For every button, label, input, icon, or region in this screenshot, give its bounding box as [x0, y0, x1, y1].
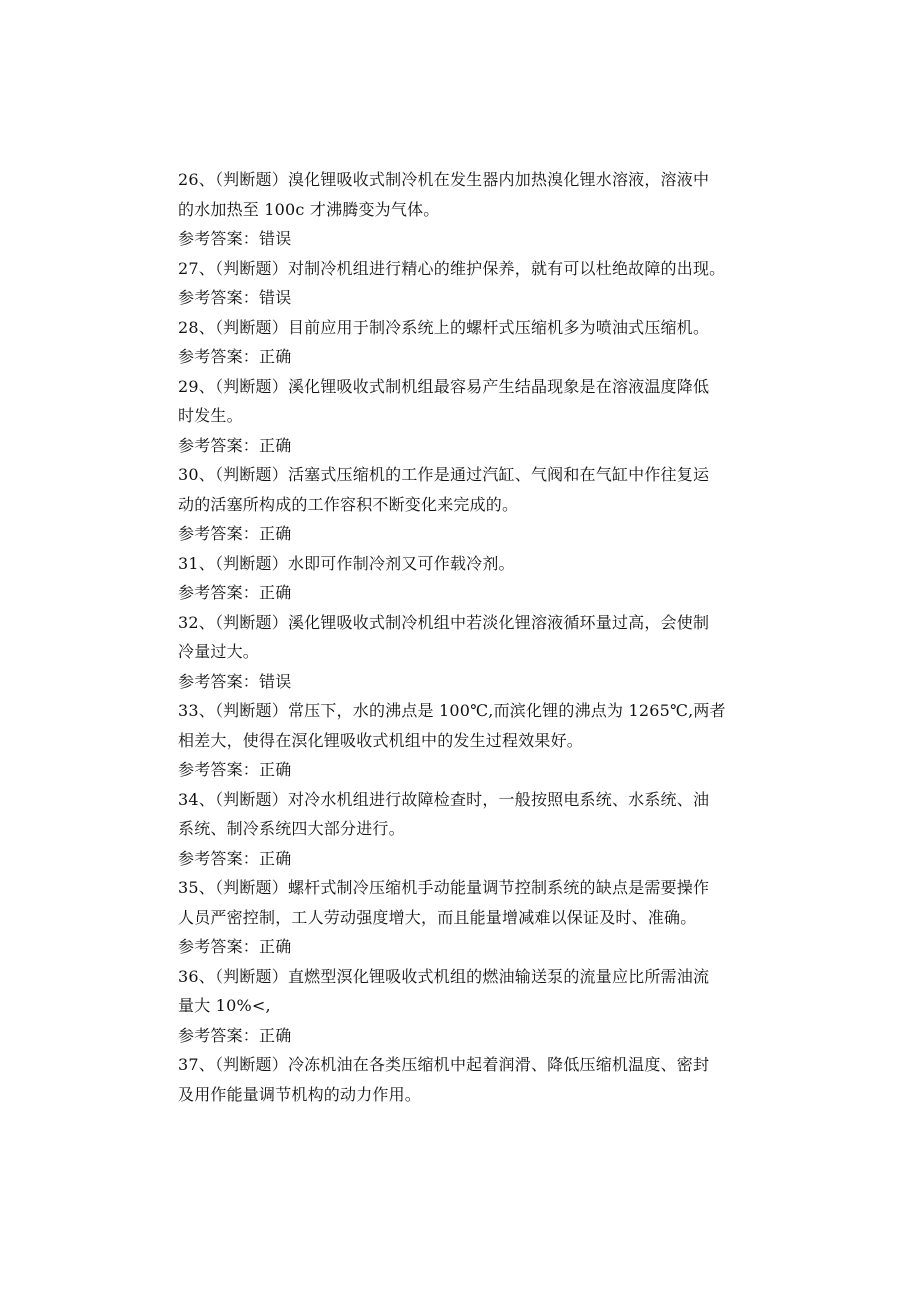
- question-list: [178, 165, 758, 1109]
- question-text-line: 动的活塞所构成的工作容积不断变化来完成的。: [178, 494, 519, 514]
- question-text-line: 33、（判断题）常压下，水的沸点是 100℃,而滨化锂的沸点为 1265℃,两者: [178, 701, 726, 720]
- reference-answer: 参考答案：正确: [178, 1025, 292, 1045]
- question-text-line: 量大 10%<,: [178, 996, 271, 1015]
- question-text-line: 32、（判断题）溪化锂吸收式制冷机组中若淡化锂溶液循环量过高，会使制: [178, 612, 710, 632]
- question-item: [178, 608, 758, 697]
- question-text-line: 时发生。: [178, 406, 243, 425]
- question-text-line: 冷量过大。: [178, 642, 260, 661]
- question-text-line: 27、（判断题）对制冷机组进行精心的维护保养，就有可以杜绝故障的出现。: [178, 258, 726, 278]
- reference-answer: 参考答案：错误: [178, 229, 292, 248]
- question-text-line: 人员严密控制，工人劳动强度增大，而且能量增减难以保证及时、准确。: [178, 907, 697, 927]
- question-text-line: 相差大，使得在溟化锂吸收式机组中的发生过程效果好。: [178, 730, 584, 750]
- question-text-line: 的水加热至 100c 才沸腾变为气体。: [178, 199, 440, 219]
- reference-answer: 参考答案：正确: [178, 760, 292, 779]
- question-item: [178, 372, 758, 461]
- question-text-line: 系统、制冷系统四大部分进行。: [178, 819, 405, 838]
- question-text-line: 及用作能量调节机构的动力作用。: [178, 1084, 422, 1104]
- question-text-line: 36、（判断题）直燃型溟化锂吸收式机组的燃油输送泵的流量应比所需油流: [178, 966, 710, 986]
- question-text-line: 37、（判断题）冷冻机油在各类压缩机中起着润滑、降低压缩机温度、密封: [178, 1055, 710, 1074]
- question-text-line: 29、（判断题）溪化锂吸收式制机组最容易产生结晶现象是在溶液温度降低: [178, 376, 710, 396]
- reference-answer: 参考答案：正确: [178, 583, 292, 602]
- question-item: [178, 696, 758, 785]
- question-item: [178, 313, 758, 372]
- question-text-line: 26、（判断题）溴化锂吸收式制冷机在发生器内加热溴化锂水溶液，溶液中: [178, 170, 710, 189]
- reference-answer: 参考答案：错误: [178, 671, 292, 691]
- reference-answer: 参考答案：正确: [178, 524, 292, 543]
- question-item: [178, 962, 758, 1051]
- reference-answer: 参考答案：正确: [178, 347, 292, 366]
- reference-answer: 参考答案：正确: [178, 435, 292, 455]
- question-item: [178, 1050, 758, 1109]
- reference-answer: 参考答案：错误: [178, 288, 292, 307]
- question-item: [178, 549, 758, 608]
- question-item: [178, 873, 758, 962]
- reference-answer: 参考答案：正确: [178, 937, 292, 956]
- question-item: [178, 254, 758, 313]
- question-item: [178, 165, 758, 254]
- reference-answer: 参考答案：正确: [178, 848, 292, 868]
- question-text-line: 35、（判断题）螺杆式制冷压缩机手动能量调节控制系统的缺点是需要操作: [178, 878, 710, 897]
- question-text-line: 34、（判断题）对冷水机组进行故障检查时，一般按照电系统、水系统、油: [178, 789, 710, 809]
- question-item: [178, 460, 758, 549]
- question-text-line: 30、（判断题）活塞式压缩机的工作是通过汽缸、气阀和在气缸中作往复运: [178, 465, 710, 484]
- question-text-line: 28、（判断题）目前应用于制冷系统上的螺杆式压缩机多为喷油式压缩机。: [178, 317, 710, 337]
- question-text-line: 31、（判断题）水即可作制冷剂又可作载冷剂。: [178, 553, 515, 573]
- question-item: [178, 785, 758, 874]
